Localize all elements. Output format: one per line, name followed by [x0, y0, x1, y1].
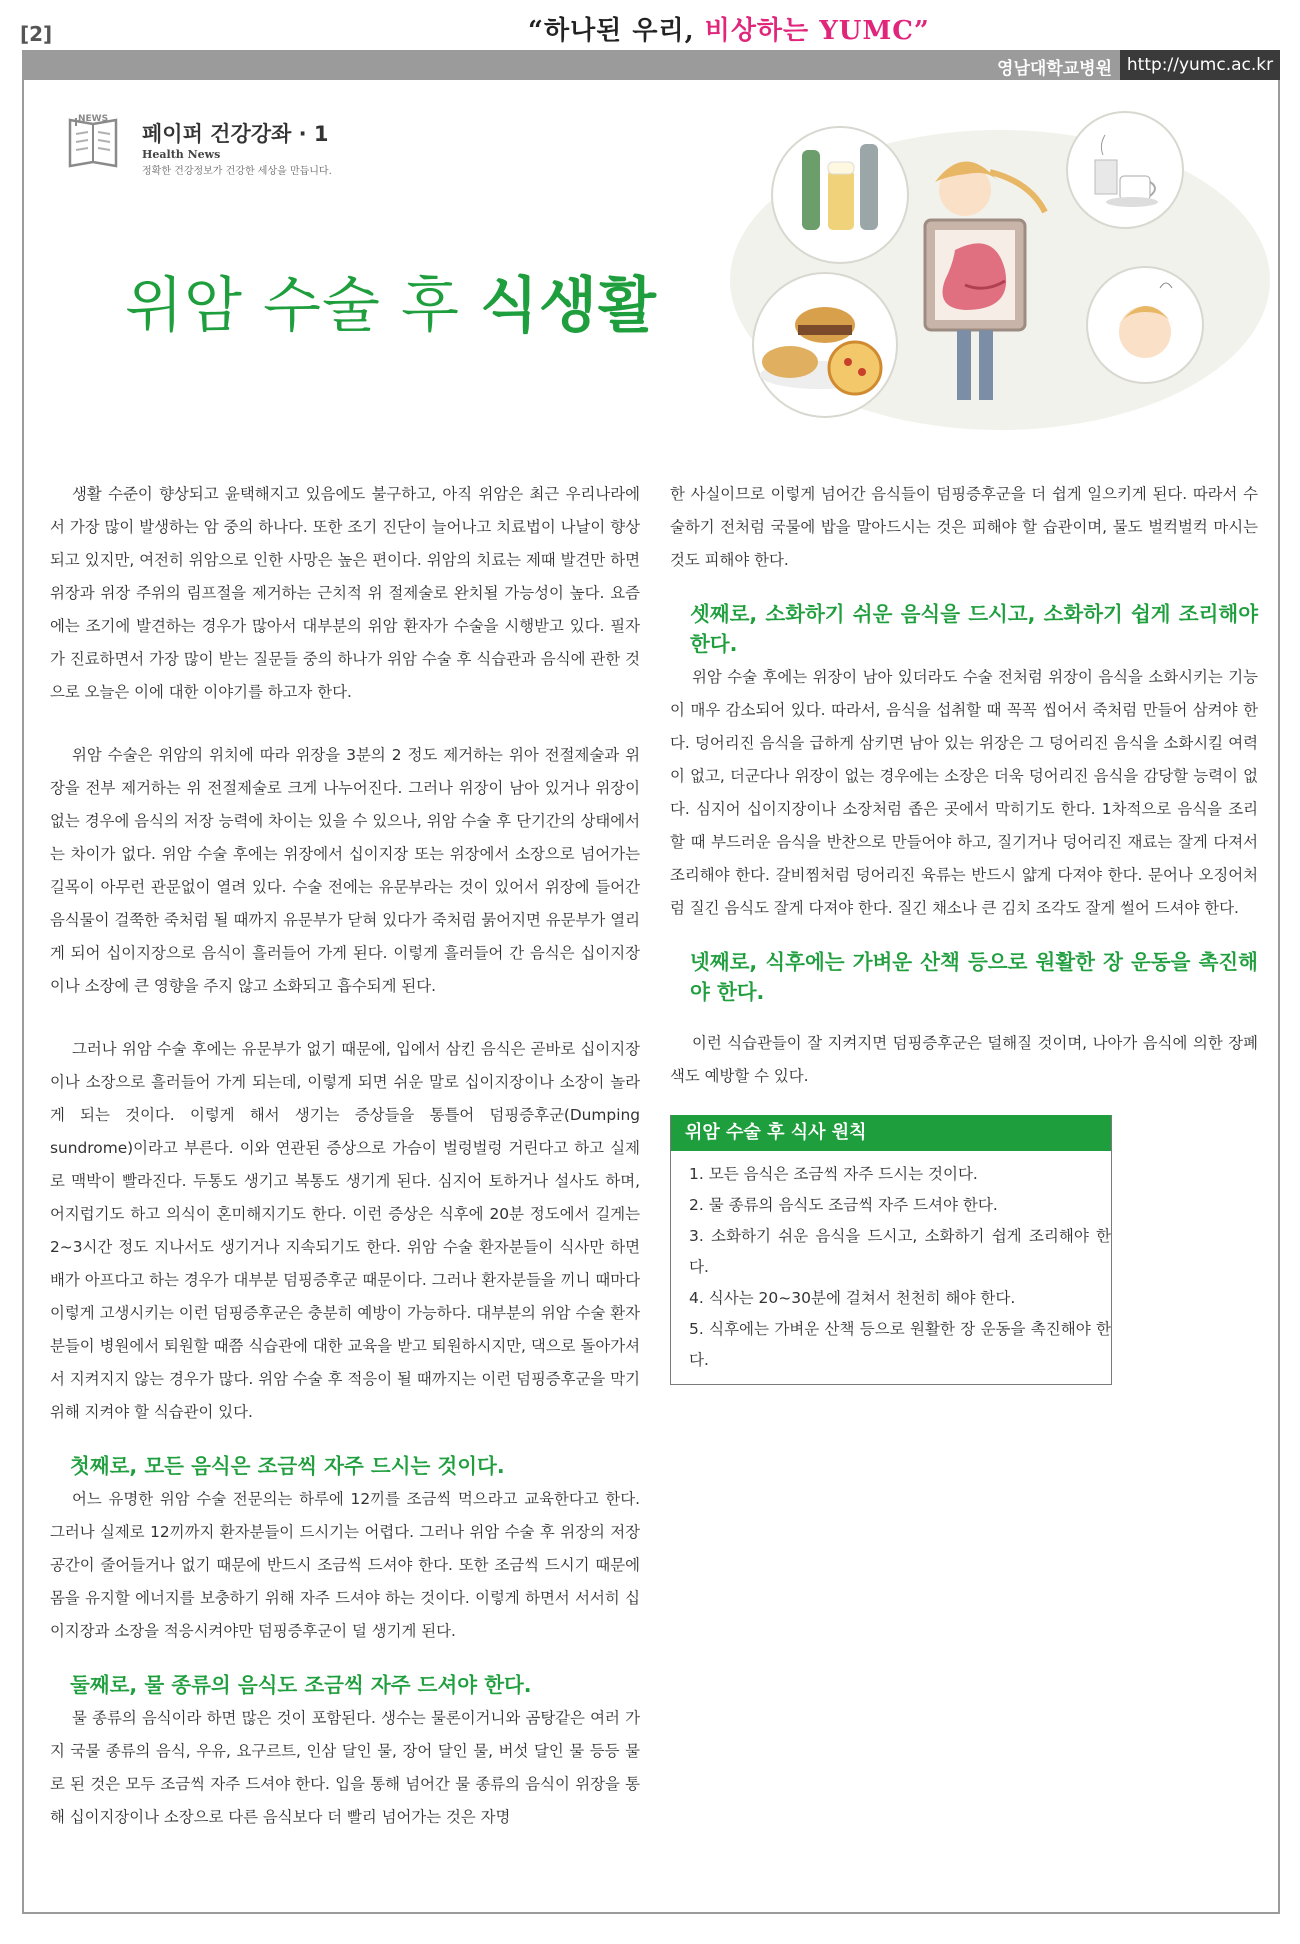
- news-book-icon: [66, 112, 120, 170]
- title-light: 위암 수술 후: [125, 271, 481, 341]
- section1-text: 어느 유명한 위암 수술 전문의는 하루에 12끼를 조금씩 먹으라고 교육한다고 한다. 그러나 실제로 12끼까지 환자분들이 드시기는 어렵다. 그러나 위암 수술 후 위장의 저장 공간이 줄어들거나 없기 때문에 반드시 조금씩 드셔야 한다. 또한 조금씩 드시기 때문에 몸을 유지할 에너지를 보충하기 위해 자주 드셔야 하는 것이다. 이렇게 하면서 서서히 십이지장과 소장을 적응시켜야만 덤핑증후군이 덜 생기게 된다.: [50, 1490, 640, 1640]
- top-bar: [22, 50, 1280, 80]
- food-bubble-icon: [753, 273, 897, 417]
- series-title: 페이퍼 건강강좌 · 1: [142, 122, 329, 146]
- illustration-stomach-foods: [720, 100, 1280, 440]
- sick-person-bubble-icon: [1087, 267, 1203, 383]
- news-icon-label: NEWS: [78, 114, 109, 124]
- section3-text: 위암 수술 후에는 위장이 남아 있더라도 수술 전처럼 위장이 음식을 소화시키는 기능이 매우 감소되어 있다. 따라서, 음식을 섭취할 때 꼭꼭 씹어서 죽처럼 만들어 삼켜야 한다. 덩어리진 음식을 급하게 삼키면 남아 있는 위장은 그 덩어리진 음식을 소화시킬 여력이 없고, 더군다나 위장이 없는 경우에는 소장은 더욱 덩어리진 음식을 감당할 능력이 없다. 심지어 십이지장이나 소장처럼 좁은 곳에서 막히기도 한다. 1차적으로 음식을 조리할 때 부드러운 음식을 반찬으로 만들어야 하고, 질기거나 덩어리진 재료는 잘게 다져서 조리해야 한다. 갈비찜처럼 덩어리진 육류는 반드시 얇게 다져야 한다. 문어나 오징어처럼 질긴 음식도 잘게 다져야 한다. 질긴 채소나 큰 김치 조각도 잘게 썰어 드셔야 한다.: [670, 668, 1258, 917]
- coffee-bubble-icon: [1067, 112, 1183, 228]
- rule-item: 4. 식사는 20~30분에 걸쳐서 천천히 해야 한다.: [689, 1289, 1016, 1307]
- section4-text: 이런 식습관들이 잘 지켜지면 덤핑증후군은 덜해질 것이며, 나아가 음식에 의한 장폐색도 예방할 수 있다.: [670, 1034, 1258, 1085]
- article-title: [125, 258, 657, 344]
- hospital-name: 영남대학교병원: [997, 59, 1112, 79]
- slogan-part1: “하나된 우리,: [528, 16, 705, 46]
- section4-heading: 넷째로, 식후에는 가벼운 산책 등으로 원활한 장 운동을 촉진해야 한다.: [690, 950, 1258, 1004]
- section3-heading: 셋째로, 소화하기 쉬운 음식을 드시고, 소화하기 쉽게 조리해야 한다.: [690, 602, 1258, 656]
- health-news-tagline: 정확한 건강정보가 건강한 세상을 만듭니다.: [142, 166, 332, 177]
- section1-heading: 첫째로, 모든 음식은 조금씩 자주 드시는 것이다.: [70, 1454, 505, 1478]
- rule-item: 3. 소화하기 쉬운 음식을 드시고, 소화하기 쉽게 조리해야 한다.: [689, 1227, 1111, 1276]
- health-news-label: Health News: [142, 148, 221, 161]
- page-number: [2]: [20, 22, 53, 46]
- slogan: [528, 10, 930, 47]
- paragraph-surgery-types: 위암 수술은 위암의 위치에 따라 위장을 3분의 2 정도 제거하는 위아 전절제술과 위장을 전부 제거하는 위 전절제술로 크게 나누어진다. 그러나 위장이 남아 있거나 위장이 없는 경우에 음식의 저장 능력에 차이는 있을 수 있으나, 위암 수술 후 단기간의 상태에서는 차이가 없다. 위암 수술 후에는 위장에서 십이지장 또는 위장에서 소장으로 넘어가는 길목이 아무런 관문없이 열려 있다. 수술 전에는 유문부라는 것이 있어서 위장에 들어간 음식물이 걸쭉한 죽처럼 될 때까지 유문부가 닫혀 있다가 죽처럼 묽어지면 유문부가 열리게 되어 십이지장으로 음식이 흘러들어 가게 된다. 이렇게 흘러들어 간 음식은 십이지장이나 소장에 큰 영향을 주지 않고 소화되고 흡수되게 된다.: [50, 746, 640, 995]
- rule-item: 1. 모든 음식은 조금씩 자주 드시는 것이다.: [689, 1165, 978, 1183]
- article-left-column: [50, 478, 640, 1834]
- rules-box-title: 위암 수술 후 식사 원칙: [671, 1115, 1111, 1151]
- diet-rules-box: [670, 1115, 1112, 1385]
- paragraph-intro: 생활 수준이 향상되고 윤택해지고 있음에도 불구하고, 아직 위암은 최근 우리나라에서 가장 많이 발생하는 암 중의 하나다. 또한 조기 진단이 늘어나고 치료법이 나날이 향상되고 있지만, 여전히 위암으로 인한 사망은 높은 편이다. 위암의 치료는 제때 발견만 하면 위장과 위장 주위의 림프절을 제거하는 근치적 위 절제술로 완치될 가능성이 높다. 요즘에는 조기에 발견하는 경우가 많아서 대부분의 위암 환자가 수술을 시행받고 있다. 필자가 진료하면서 가장 많이 받는 질문들 중의 하나가 위암 수술 후 식습관과 음식에 관한 것으로 오늘은 이에 대한 이야기를 하고자 한다.: [50, 485, 640, 701]
- paragraph-continuation: 한 사실이므로 이렇게 넘어간 음식들이 덤핑증후군을 더 쉽게 일으키게 된다. 따라서 수술하기 전처럼 국물에 밥을 말아드시는 것은 피해야 할 습관이며, 물도 벌컥벌컥 마시는 것도 피해야 한다.: [670, 485, 1258, 569]
- title-bold: 식생활: [480, 271, 657, 341]
- rule-item: 2. 물 종류의 음식도 조금씩 자주 드셔야 한다.: [689, 1196, 998, 1214]
- section2-heading: 둘째로, 물 종류의 음식도 조금씩 자주 드셔야 한다.: [70, 1673, 532, 1697]
- section2-text: 물 종류의 음식이라 하면 많은 것이 포함된다. 생수는 물론이거니와 곰탕같은 여러 가지 국물 종류의 음식, 우유, 요구르트, 인삼 달인 물, 장어 달인 물, 버섯 달인 물 등등 물로 된 것은 모두 조금씩 자주 드셔야 한다. 입을 통해 넘어간 물 종류의 음식이 위장을 통해 십이지장이나 소장으로 다른 음식보다 더 빨리 넘어가는 것은 자명: [50, 1709, 640, 1826]
- rule-item: 5. 식후에는 가벼운 산책 등으로 원활한 장 운동을 촉진해야 한다.: [689, 1320, 1111, 1369]
- drinks-bubble-icon: [772, 127, 908, 263]
- hospital-url-link[interactable]: http://yumc.ac.kr: [1120, 50, 1280, 80]
- slogan-part2: 비상하는 YUMC”: [704, 16, 930, 46]
- rules-list: [671, 1159, 1111, 1376]
- paragraph-dumping-syndrome: 그러나 위암 수술 후에는 유문부가 없기 때문에, 입에서 삼킨 음식은 곧바로 십이지장이나 소장으로 흘러들어 가게 되는데, 이렇게 되면 쉬운 말로 십이지장이나 소장이 놀라게 되는 것이다. 이렇게 해서 생기는 증상들을 통틀어 덤핑증후군(Dumping sundrome)이라고 부른다. 이와 연관된 증상으로 가슴이 벌렁벌렁 거린다고 하고 실제로 맥박이 빨라진다. 두통도 생기고 복통도 생기게 된다. 심지어 토하거나 설사도 하며, 어지럽기도 하고 의식이 혼미해지기도 한다. 이런 증상은 식후에 20분 정도에서 길게는 2~3시간 정도 지나서도 생기거나 지속되기도 한다. 위암 수술 환자분들이 식사만 하면 배가 아프다고 하는 경우가 대부분 덤핑증후군 때문이다. 그러나 환자분들을 끼니 때마다 이렇게 고생시키는 이런 덤핑증후군은 충분히 예방이 가능하다. 대부분의 위암 수술 환자분들이 병원에서 퇴원할 때쯤 식습관에 대한 교육을 받고 퇴원하시지만, 댁으로 돌아가셔서 지켜지지 않는 경우가 많다. 위암 수술 후 적응이 될 때까지는 이런 덤핑증후군을 막기 위해 지켜야 할 식습관이 있다.: [50, 1040, 640, 1421]
- article-right-column: [670, 478, 1258, 1385]
